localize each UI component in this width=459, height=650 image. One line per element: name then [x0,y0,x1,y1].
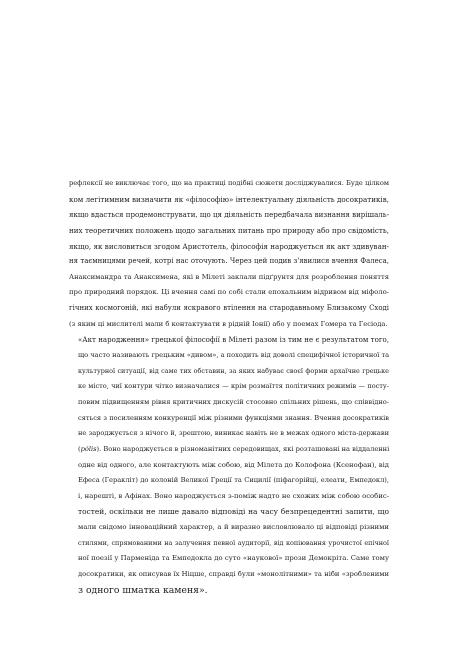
text-line: сяться з посиленням конкуренції між різними функціями знання. Вчення досократиків [78,413,389,422]
text-line: з одного шматка каменя». [78,584,208,596]
italic-term: pólis [80,444,97,453]
text-line: що часто називають грецьким «дивом», а походить від доволі специфічної історичної та [78,351,390,360]
text-line: «Акт народження» грецької філософії в Мілеті разом із тим не є результатом того, [78,335,389,345]
text-line: ке місто, чиї контури чітко визначалися — крім розмаїття політичних режимів — посту- [78,382,389,391]
text-line: стилями, спрямованими на залучення певної аудиторії, від копіювання урочистої епічної [78,538,389,547]
text-line: якщо, як висловиться згодом Аристотель, філософія народжується як акт здивуван- [69,241,389,251]
text-line: (pólis). Воно народжується в різноманітних середовищах, які розташовані на віддаленні [78,444,390,453]
text-line: рефлексії не виключає того, що на практиці подібні сюжети досліджувалися. Буде цілком [69,179,389,187]
text-line: ня таємницями речей, котрі нас оточують. Через цей подив з'явилися вчення Фалеса, [69,257,389,266]
text-line: не зароджується з нічого й, зрештою, виникає навіть не в межах одного міста-держави [78,429,389,438]
text-line: якщо вдасться продемонструвати, що ця діяльність передбачала визнання вирішаль- [69,210,389,220]
text-line: культурної ситуації, від саме тих обставин, за яких набуває своєї форми архаїчне грецьке [78,366,389,375]
text-line: них теоретичних положень щодо загальних питань про природу або про свідомість, [69,225,389,235]
paragraph-2 [69,332,389,598]
text-line: досократики, як описував їх Ніцше, справді були «монолітними» та ніби «зробленими [78,570,389,579]
text-line: мали свідомо інноваційний характер, а й виразно висловлювало ці відповіді різними [78,523,389,532]
text-line: і, нарешті, в Афінах. Воно народжується з-поміж надто не схожих між собою особис- [78,491,389,500]
text-line: одне від одного, але контактують між собою, від Мілета до Колофона (Ксенофан), від [78,460,389,469]
text-line: гічних космогоній, які набули яскравого втілення на стародавньому Близькому Сході [69,304,389,313]
text-line: ком легітимним визначити як «філософію» інтелектуальну діяльність досократиків, [69,194,389,204]
text-line: тостей, оскільки не лише давало відповіді на часу безпрецедентні запити, що [78,507,389,517]
body-text [69,176,389,598]
text-line: про природний порядок. Ці вчення самі по собі стали епохальним відривом від міфоло- [69,288,389,297]
text-line: Ефеса (Геракліт) до колоній Великої Греції та Сицилії (піфагорійці, елеати, Емпедокл), [78,476,389,485]
paragraph-1 [69,176,389,332]
text-line: Анаксимандра та Анаксимена, які в Мілеті заклали підґрунтя для розроблення поняття [69,272,389,281]
text-line: (з яким ці мислителі мали б контактувати в рідній Іонії) або у поемах Гомера та Гесіода. [69,319,388,328]
text-line: ної поезії у Парменіда та Емпедокла до суто «наукової» прози Демокріта. Саме тому [78,554,389,563]
text-line: повим підвищенням рівня критичних дискусій стосовно спільних рішень, що співвідно- [78,397,389,406]
